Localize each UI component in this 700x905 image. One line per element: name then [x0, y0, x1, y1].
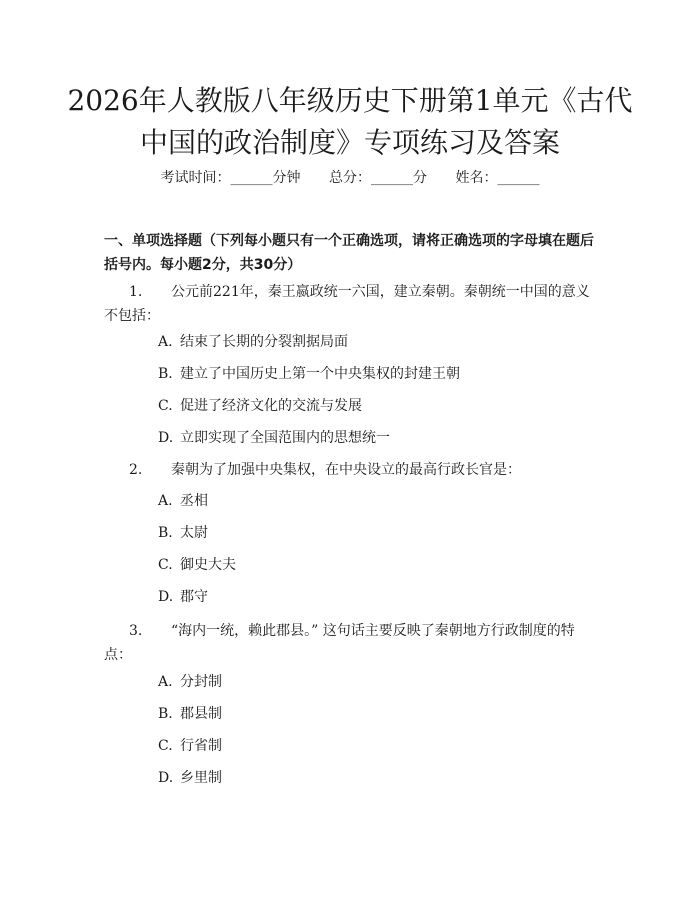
option-text: 行省制 — [180, 738, 222, 754]
question-3 — [104, 619, 594, 667]
option-2c — [158, 555, 598, 575]
option-text: 郡守 — [180, 589, 208, 605]
option-1a — [158, 332, 598, 352]
question-2 — [104, 458, 594, 482]
exam-score: 总分：______分 — [329, 170, 427, 186]
option-letter: A. — [158, 674, 173, 690]
option-letter: B. — [158, 525, 173, 541]
question-1 — [104, 280, 594, 328]
option-3d — [158, 768, 598, 788]
document-title: 2026年人教版八年级历史下册第1单元《古代中国的政治制度》专项练习及答案 — [67, 84, 633, 159]
option-3b — [158, 704, 598, 724]
option-letter: D. — [158, 430, 174, 446]
option-text: 立即实现了全国范围内的思想统一 — [180, 430, 390, 446]
option-text: 促进了经济文化的交流与发展 — [180, 398, 362, 414]
option-letter: C. — [158, 557, 173, 573]
section-heading: 一、单项选择题（下列每小题只有一个正确选项，请将正确选项的字母填在题后括号内。每小题2分，共30分） — [104, 233, 594, 273]
option-letter: C. — [158, 398, 173, 414]
question-number: 3. — [129, 623, 143, 639]
option-letter: B. — [158, 366, 173, 382]
option-2b — [158, 523, 598, 543]
option-letter: C. — [158, 738, 173, 754]
option-text: 建立了中国历史上第一个中央集权的封建王朝 — [180, 366, 460, 382]
option-letter: A. — [158, 334, 173, 350]
option-text: 结束了长期的分裂割据局面 — [180, 334, 348, 350]
option-text: 分封制 — [180, 674, 222, 690]
option-1b — [158, 364, 598, 384]
option-letter: B. — [158, 706, 173, 722]
question-text: 公元前221年，秦王嬴政统一六国，建立秦朝。秦朝统一中国的意义不包括： — [104, 284, 590, 324]
question-number: 2. — [129, 462, 143, 478]
option-text: 太尉 — [180, 525, 208, 541]
option-1d — [158, 428, 598, 448]
option-2d — [158, 587, 598, 607]
question-text: 秦朝为了加强中央集权，在中央设立的最高行政长官是： — [171, 462, 521, 478]
option-text: 郡县制 — [180, 706, 222, 722]
option-3c — [158, 736, 598, 756]
question-text: “海内一统，赖此郡县。” 这句话主要反映了秦朝地方行政制度的特点： — [104, 623, 575, 663]
option-2a — [158, 491, 598, 511]
exam-info — [0, 168, 700, 188]
option-letter: D. — [158, 770, 174, 786]
option-1c — [158, 396, 598, 416]
option-3a — [158, 672, 598, 692]
question-number: 1. — [129, 284, 143, 300]
option-text: 乡里制 — [180, 770, 222, 786]
option-letter: D. — [158, 589, 174, 605]
option-text: 御史大夫 — [180, 557, 236, 573]
option-letter: A. — [158, 493, 173, 509]
exam-time: 考试时间：______分钟 — [160, 170, 301, 186]
option-text: 丞相 — [180, 493, 208, 509]
exam-name: 姓名：______ — [455, 170, 540, 186]
